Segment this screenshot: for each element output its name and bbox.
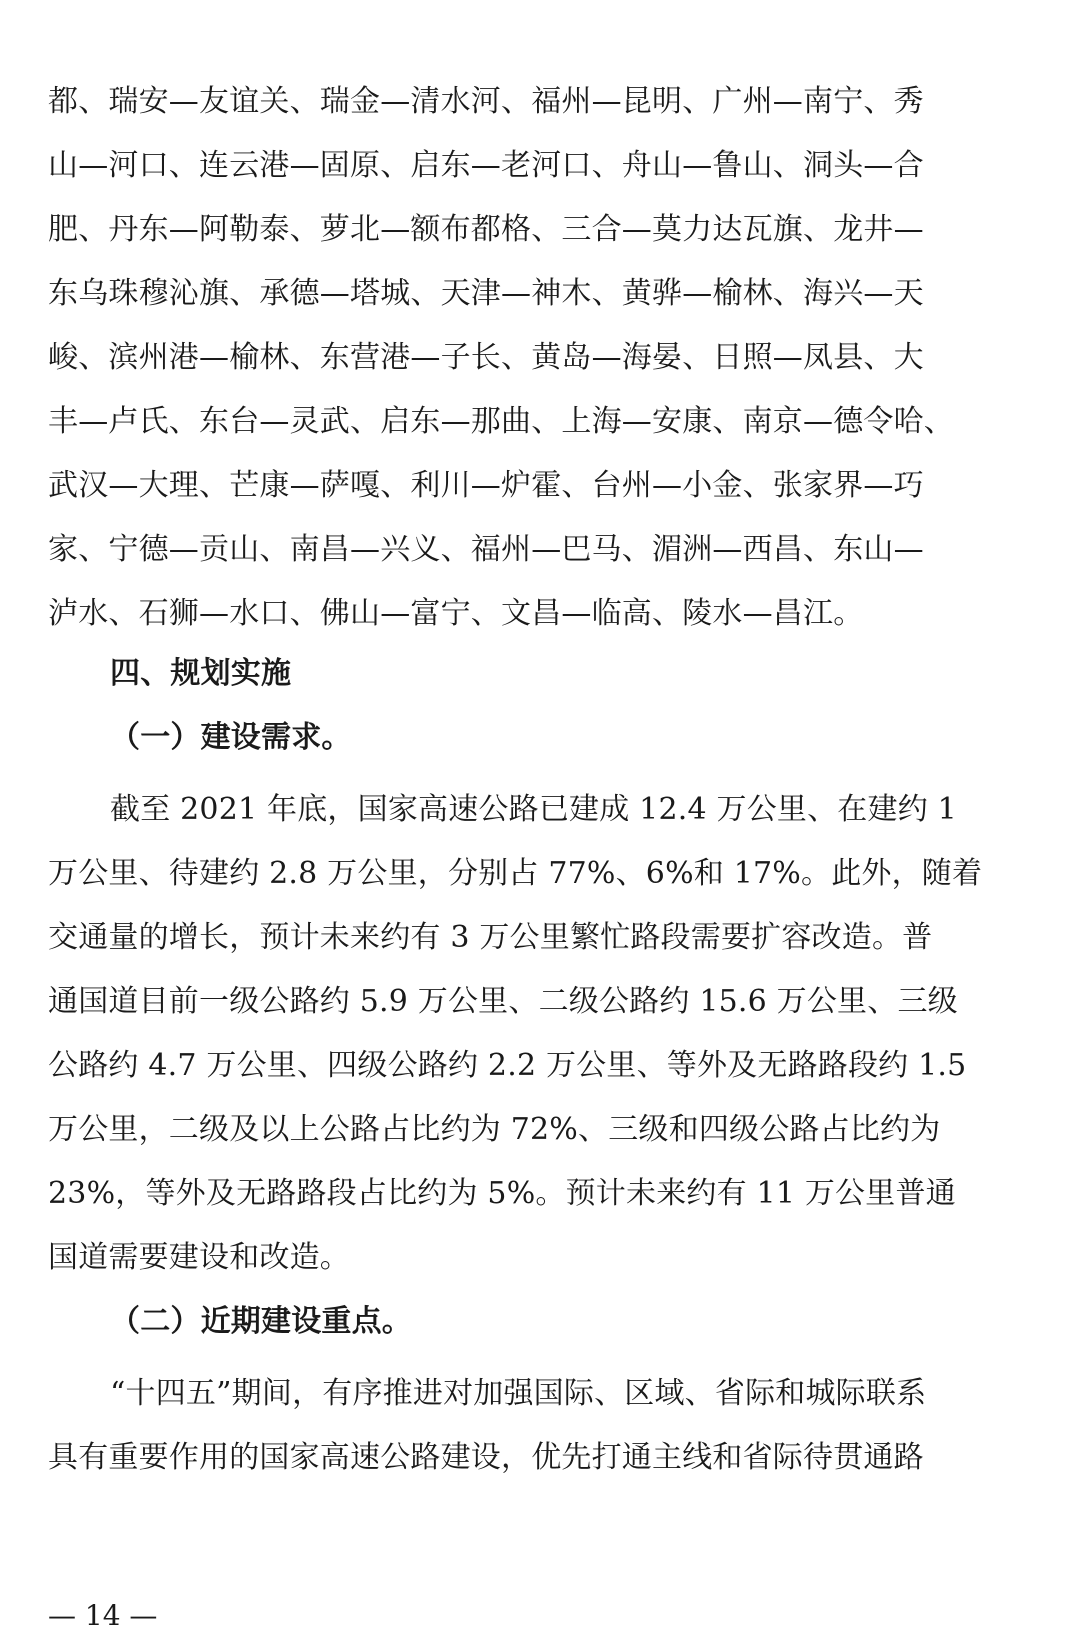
text-line: 肥、丹东—阿勒泰、萝北—额布都格、三合—莫力达瓦旗、龙井— (48, 212, 924, 247)
text-line: 交通量的增长，预计未来约有 3 万公里繁忙路段需要扩容改造。普 (48, 920, 933, 955)
text-line: “十四五”期间，有序推进对加强国际、区域、省际和城际联系 (110, 1376, 927, 1411)
text-line: 东乌珠穆沁旗、承德—塔城、天津—神木、黄骅—榆林、海兴—天 (48, 276, 924, 311)
text-line: 截至 2021 年底，国家高速公路已建成 12.4 万公里、在建约 1 (110, 792, 957, 827)
section-heading: 四、规划实施 (110, 656, 292, 691)
subsection-heading: （一）建设需求。 (110, 720, 352, 755)
text-line: 泸水、石狮—水口、佛山—富宁、文昌—临高、陵水—昌江。 (48, 596, 864, 631)
page-number: — 14 — (48, 1599, 158, 1632)
text-line: 都、瑞安—友谊关、瑞金—清水河、福州—昆明、广州—南宁、秀 (48, 84, 924, 119)
text-line: 公路约 4.7 万公里、四级公路约 2.2 万公里、等外及无路路段约 1.5 (48, 1048, 967, 1083)
text-line: 国道需要建设和改造。 (48, 1240, 350, 1275)
text-line: 万公里、待建约 2.8 万公里，分别占 77%、6%和 17%。此外，随着 (48, 856, 983, 891)
text-line: 具有重要作用的国家高速公路建设，优先打通主线和省际待贯通路 (48, 1440, 924, 1475)
text-line: 山—河口、连云港—固原、启东—老河口、舟山—鲁山、洞头—合 (48, 148, 924, 183)
text-line: 23%，等外及无路路段占比约为 5%。预计未来约有 11 万公里普通 (48, 1176, 956, 1211)
text-line: 万公里，二级及以上公路占比约为 72%、三级和四级公路占比约为 (48, 1112, 941, 1147)
text-line: 通国道目前一级公路约 5.9 万公里、二级公路约 15.6 万公里、三级 (48, 984, 958, 1019)
text-line: 武汉—大理、芒康—萨嘎、利川—炉霍、台州—小金、张家界—巧 (48, 468, 924, 503)
text-line: 丰—卢氏、东台—灵武、启东—那曲、上海—安康、南京—德令哈、 (48, 404, 954, 439)
text-line: 家、宁德—贡山、南昌—兴义、福州—巴马、湄洲—西昌、东山— (48, 532, 924, 567)
text-line: 峻、滨州港—榆林、东营港—子长、黄岛—海晏、日照—凤县、大 (48, 340, 924, 375)
subsection-heading: （二）近期建设重点。 (110, 1304, 412, 1339)
